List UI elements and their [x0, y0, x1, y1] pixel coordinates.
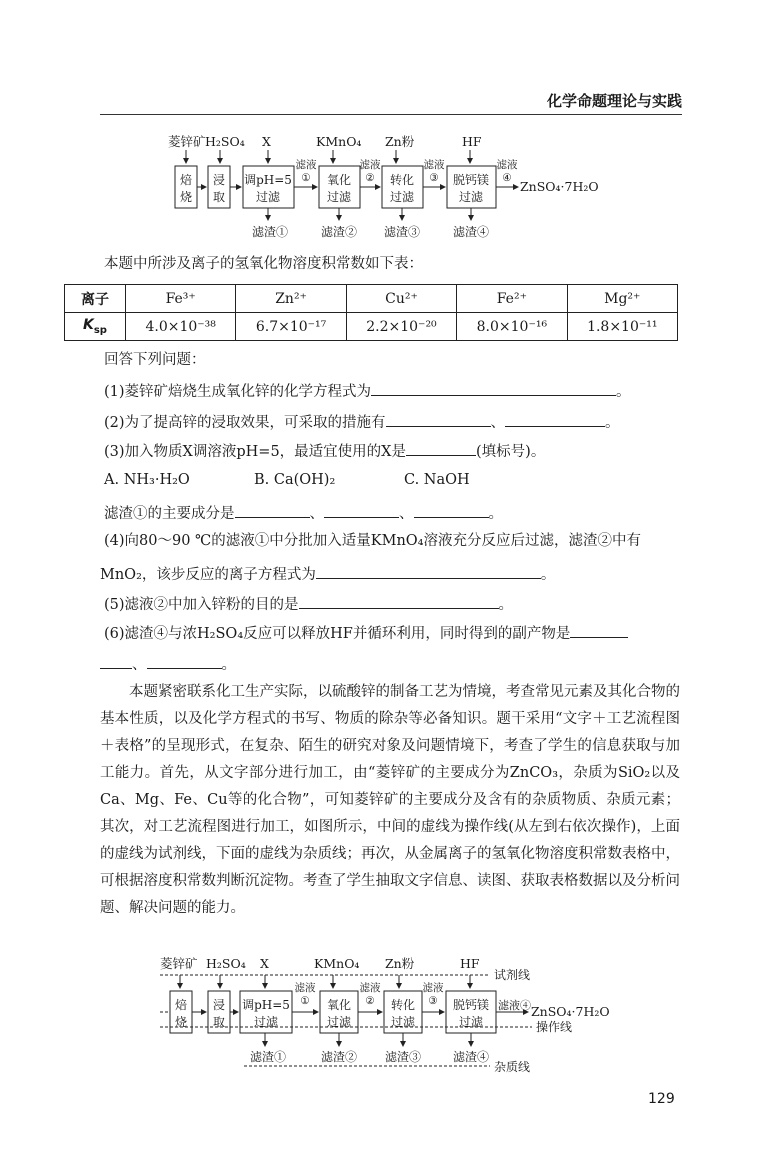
- box-roast-1: 焙: [174, 998, 188, 1012]
- box-leach-1: 浸: [212, 173, 226, 187]
- table-cell-ion: Fe³⁺: [126, 285, 236, 313]
- punct: 、: [309, 506, 324, 522]
- filtrate-4-label: 滤液: [496, 159, 518, 171]
- question-5-text: (5)滤液②中加入锌粉的目的是: [104, 597, 299, 613]
- box-roast-2: 烧: [174, 1015, 188, 1029]
- question-1-text: (1)菱锌矿焙烧生成氧化锌的化学方程式为: [104, 384, 372, 400]
- reagent-zn: Zn粉: [385, 956, 415, 971]
- box-oxid-1: 氧化: [326, 998, 352, 1012]
- filtrate-2-num: ②: [365, 172, 375, 184]
- reagent-zn: Zn粉: [385, 134, 415, 149]
- reagent-hf: HF: [462, 134, 482, 149]
- punct: 、: [399, 506, 414, 522]
- box-leach-1: 浸: [212, 998, 226, 1012]
- table-cell-ksp: 8.0×10⁻¹⁶: [457, 313, 567, 341]
- question-2-text: (2)为了提高锌的浸取效果，可采取的措施有: [104, 415, 386, 431]
- filtrate-4-num: ④: [502, 172, 512, 184]
- question-6-text: (6)滤渣④与浓H₂SO₄反应可以释放HF并循环利用，同时得到的副产物是: [104, 626, 571, 642]
- reagent-hf: HF: [460, 956, 480, 971]
- box-roast-2: 烧: [179, 190, 193, 204]
- question-3-tail: (填标号)。: [476, 444, 546, 460]
- option-a: A. NH₃·H₂O: [104, 472, 190, 488]
- reagent-x: X: [262, 134, 271, 149]
- box-decamg-2: 过滤: [458, 190, 484, 204]
- question-4b-text: MnO₂，该步反应的离子方程式为: [100, 567, 316, 583]
- residue-3: 滤渣③: [384, 1050, 422, 1064]
- box-ph-2: 过滤: [255, 190, 281, 204]
- table-cell-ksp: 6.7×10⁻¹⁷: [236, 313, 346, 341]
- filtrate-1-num: ①: [301, 172, 311, 184]
- table-header-ion: 离子: [65, 285, 126, 313]
- residue-4: 滤渣④: [452, 1050, 490, 1064]
- reagent-h2so4: H₂SO₄: [205, 134, 245, 149]
- residue-2: 滤渣②: [320, 225, 358, 239]
- box-oxid-2: 过滤: [326, 1015, 352, 1029]
- table-intro: 本题中所涉及离子的氢氧化物溶度积常数如下表：: [104, 256, 423, 272]
- box-ph-1: 调pH=5: [244, 173, 292, 187]
- filtrate-2-num: ②: [365, 995, 375, 1007]
- filtrate-2-label: 滤液: [359, 159, 381, 171]
- box-conv-1: 转化: [390, 998, 416, 1012]
- filtrate-1-num: ①: [300, 995, 310, 1007]
- punct: 。: [616, 384, 631, 400]
- punct: 。: [498, 597, 514, 613]
- residue-question-text: 滤渣①的主要成分是: [104, 506, 235, 522]
- header-title: 化学命题理论与实践: [546, 92, 682, 110]
- table-cell-ion: Zn²⁺: [236, 285, 346, 313]
- box-leach-2: 取: [212, 1015, 226, 1029]
- questions-intro: 回答下列问题：: [104, 352, 206, 368]
- option-c: C. NaOH: [404, 472, 470, 488]
- table-cell-ion: Fe²⁺: [457, 285, 567, 313]
- reagent-ore: 菱锌矿: [160, 956, 198, 971]
- ksp-subscript: sp: [93, 324, 107, 336]
- table-cell-ksp: 4.0×10⁻³⁸: [126, 313, 236, 341]
- box-oxid-2: 过滤: [326, 190, 352, 204]
- filtrate-3-num: ③: [428, 995, 438, 1007]
- table-cell-ion: Mg²⁺: [567, 285, 677, 313]
- box-decamg-1: 脱钙镁: [452, 998, 490, 1012]
- box-decamg-2: 过滤: [458, 1015, 484, 1029]
- question-3-text: (3)加入物质X调溶液pH=5，最适宜使用的X是: [104, 444, 406, 460]
- punct: 、: [490, 415, 506, 431]
- filtrate-1-label: 滤液: [295, 159, 317, 171]
- box-oxid-1: 氧化: [326, 173, 352, 187]
- operation-line-label: 操作线: [536, 1020, 573, 1034]
- punct: 。: [488, 506, 503, 522]
- box-decamg-1: 脱钙镁: [452, 173, 490, 187]
- reagent-kmno4: KMnO₄: [316, 134, 362, 149]
- residue-1: 滤渣①: [249, 1050, 287, 1064]
- analysis-paragraph: 本题紧密联系化工生产实际，以硫酸锌的制备工艺为情境，考查常见元素及其化合物的基本性质，以及化学方程式的书写、物质的除杂等必备知识。题干采用“文字＋工艺流程图＋表格”的呈现形式，在复杂、陌生的研究对象及问题情境下，考查了学生的信息获取与加工能力。首先，从文字部分进行加工，由“菱锌矿的主要成分为ZnCO₃，杂质为SiO₂以及Ca、Mg、Fe、Cu等的化合物”，可知菱锌矿的主要成分及含有的杂质物质、杂质元素；其次，对工艺流程图进行加工，如图所示，中间的虚线为操作线(从左到右依次操作)，上面的虚线为试剂线，下面的虚线为杂质线；再次，从金属离子的氢氧化物溶度积常数表格中，可根据溶度积常数判断沉淀物。考查了学生抽取文字信息、读图、获取表格数据以及分析问题、解决问题的能力。: [100, 684, 680, 916]
- box-conv-2: 过滤: [390, 1015, 416, 1029]
- reagent-h2so4: H₂SO₄: [206, 956, 246, 971]
- table-cell-ksp: 2.2×10⁻²⁰: [346, 313, 456, 341]
- filtrate-3-label: 滤液: [422, 982, 444, 994]
- residue-2: 滤渣②: [320, 1050, 358, 1064]
- residue-4: 滤渣④: [452, 225, 490, 239]
- ksp-symbol: K: [83, 317, 94, 334]
- punct: 。: [221, 657, 236, 673]
- table-cell-ksp: 1.8×10⁻¹¹: [567, 313, 677, 341]
- punct: 。: [605, 415, 620, 431]
- reagent-line-label: 试剂线: [494, 968, 531, 982]
- residue-3: 滤渣③: [383, 225, 421, 239]
- box-ph-2: 过滤: [253, 1015, 279, 1029]
- page-number: 129: [648, 1091, 675, 1107]
- punct: 。: [540, 567, 556, 583]
- product-label: ZnSO₄·7H₂O: [520, 179, 599, 194]
- reagent-x: X: [260, 956, 269, 971]
- table-cell-ion: Cu²⁺: [346, 285, 456, 313]
- impurity-line-label: 杂质线: [494, 1060, 531, 1074]
- filtrate-3-label: 滤液: [423, 159, 445, 171]
- filtrate-2-label: 滤液: [359, 982, 381, 994]
- product-label: ZnSO₄·7H₂O: [531, 1004, 610, 1019]
- filtrate-1-label: 滤液: [294, 982, 316, 994]
- box-ph-1: 调pH=5: [242, 998, 290, 1012]
- residue-1: 滤渣①: [251, 225, 289, 239]
- box-conv-2: 过滤: [389, 190, 415, 204]
- question-4a: (4)向80～90 ℃的滤液①中分批加入适量KMnO₄溶液充分反应后过滤，滤渣②中有: [104, 533, 641, 549]
- filtrate-3-num: ③: [429, 172, 439, 184]
- reagent-kmno4: KMnO₄: [314, 956, 360, 971]
- punct: 、: [132, 657, 147, 673]
- box-conv-1: 转化: [389, 173, 415, 187]
- option-b: B. Ca(OH)₂: [254, 472, 336, 488]
- filtrate-4: 滤液④: [498, 999, 531, 1012]
- reagent-ore: 菱锌矿: [168, 134, 206, 149]
- box-roast-1: 焙: [179, 173, 193, 187]
- box-leach-2: 取: [212, 190, 226, 204]
